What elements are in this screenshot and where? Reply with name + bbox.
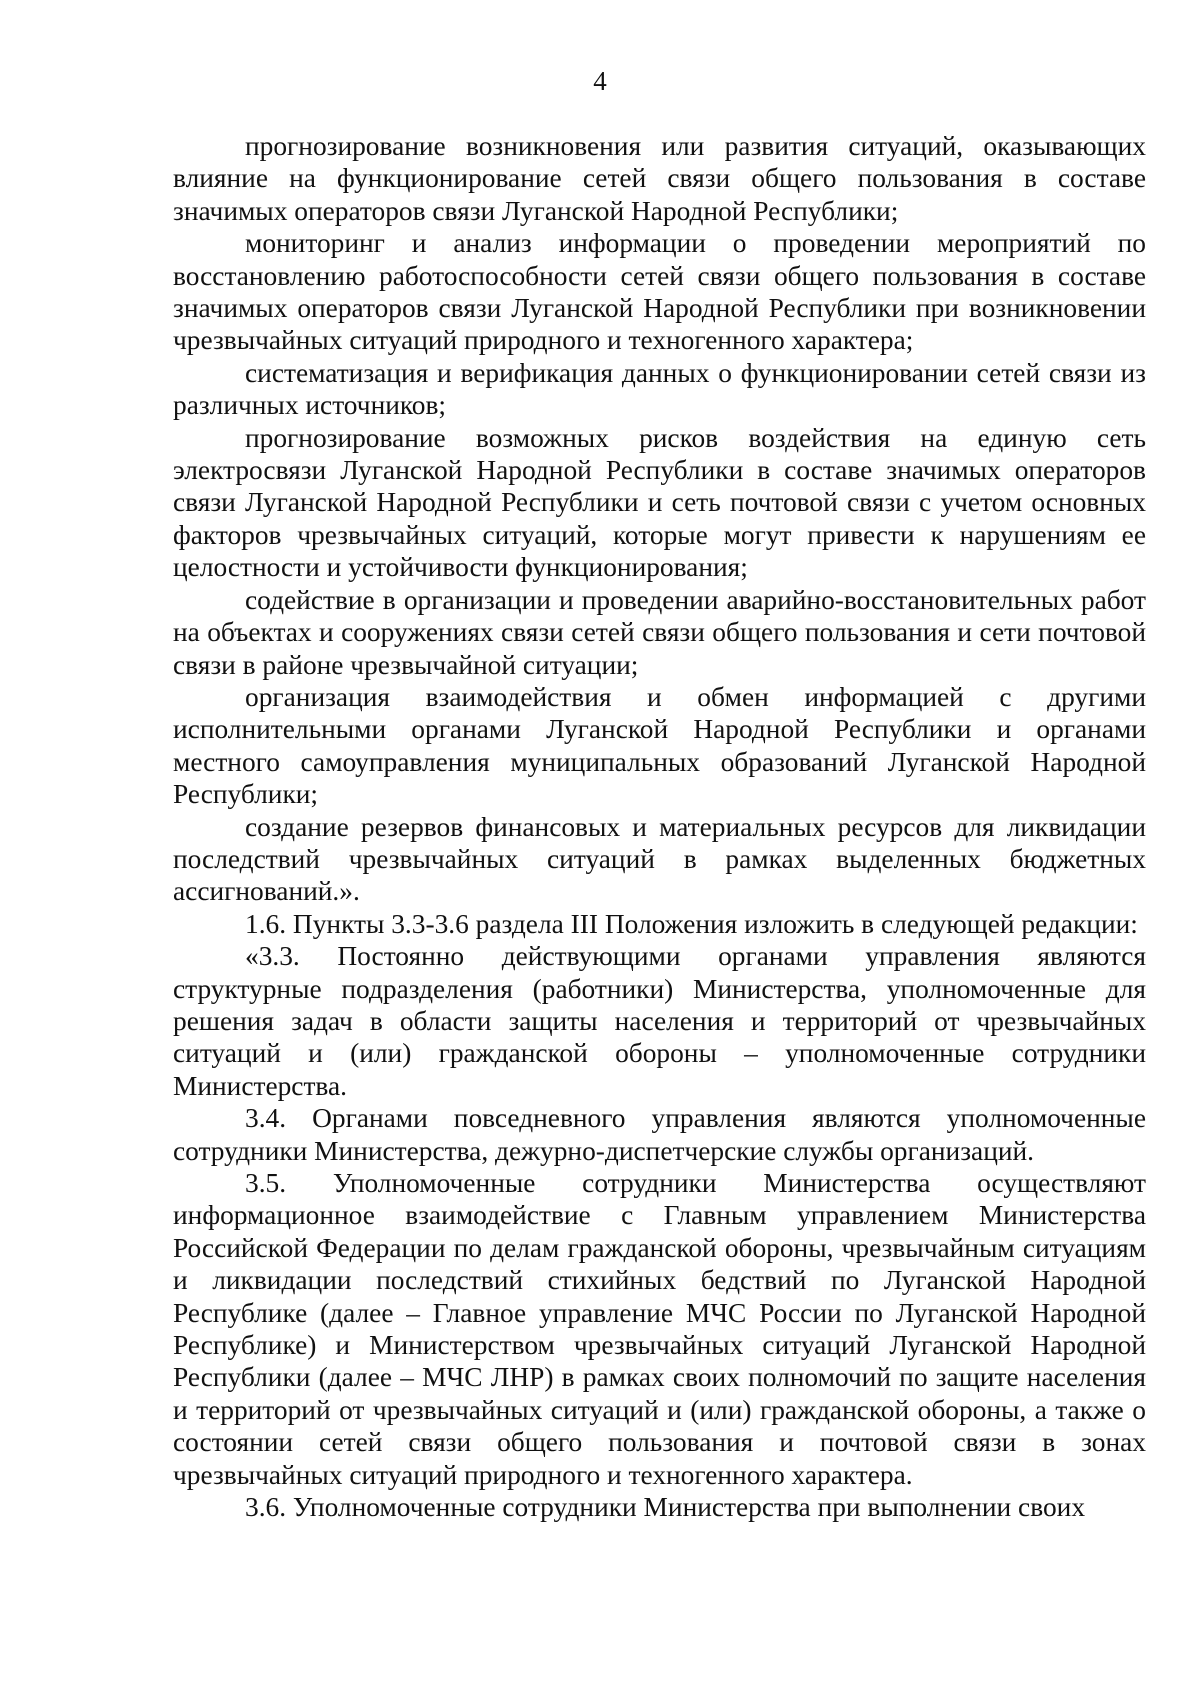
paragraph-item-3-4: 3.4. Органами повседневного управления являются уполномоченные сотрудники Министерства, дежурно-диспетчерские службы организаций. (173, 1103, 1146, 1166)
paragraph-item-1-6: 1.6. Пункты 3.3-3.6 раздела III Положения изложить в следующей редакции: (245, 908, 1138, 939)
paragraph-item-3-6: 3.6. Уполномоченные сотрудники Министерства при выполнении своих (245, 1492, 1086, 1523)
paragraph-recovery-assistance: содействие в организации и проведении аварийно-восстановительных работ на объектах и сооружениях связи сетей связи общего пользования и сети почтовой связи в районе чрезвычайной ситуации; (173, 584, 1146, 680)
paragraph-item-3-5: 3.5. Уполномоченные сотрудники Министерства осуществляют информационное взаимодействие с Главным управлением Министерства Российской Федерации по делам гражданской обороны, чрезвычайным ситуациям и ликвидации последствий стихийных бедствий по Луганской Народной Республике (далее – Главное управление МЧС России по Луганской Народной Республике) и Министерством чрезвычайных ситуаций Луганской Народной Республики (далее – МЧС ЛНР) в рамках своих полномочий по защите населения и территорий от чрезвычайных ситуаций и (или) гражданской обороны, а также о состоянии сетей связи общего пользования и почтовой связи в зонах чрезвычайных ситуаций природного и техногенного характера. (173, 1168, 1146, 1490)
paragraph-data-systematization: систематизация и верификация данных о функционировании сетей связи из различных источников; (173, 357, 1146, 421)
paragraph-interaction-organization: организация взаимодействия и обмен информацией с другими исполнительными органами Луганской Народной Республики и органами местного самоуправления муниципальных образований Луганской Народной Республики; (173, 681, 1146, 810)
page-number: 4 (593, 66, 607, 96)
paragraph-item-3-3: «3.3. Постоянно действующими органами управления являются структурные подразделения (работники) Министерства, уполномоченные для решения задач в области защиты населения и территорий от чрезвычайных ситуаций и (или) гражданской обороны – уполномоченные сотрудники Министерства. (173, 941, 1146, 1101)
paragraph-risk-forecasting: прогнозирование возможных рисков воздействия на единую сеть электросвязи Луганской Народной Республики в составе значимых операторов связи Луганской Народной Республики и сеть почтовой связи с учетом основных факторов чрезвычайных ситуаций, которые могут привести к нарушениям ее целостности и устойчивости функционирования; (173, 422, 1146, 583)
paragraph-reserves-creation: создание резервов финансовых и материальных ресурсов для ликвидации последствий чрезвычайных ситуаций в рамках выделенных бюджетных ассигнований.». (173, 811, 1146, 907)
document-body (173, 130, 1146, 1523)
paragraph-monitoring-analysis: мониторинг и анализ информации о проведении мероприятий по восстановлению работоспособности сетей связи общего пользования в составе значимых операторов связи Луганской Народной Республики при возникновении чрезвычайных ситуаций природного и техногенного характера; (173, 228, 1146, 356)
paragraph-forecasting-situations: прогнозирование возникновения или развития ситуаций, оказывающих влияние на функционирование сетей связи общего пользования в составе значимых операторов связи Луганской Народной Республики; (173, 131, 1146, 226)
